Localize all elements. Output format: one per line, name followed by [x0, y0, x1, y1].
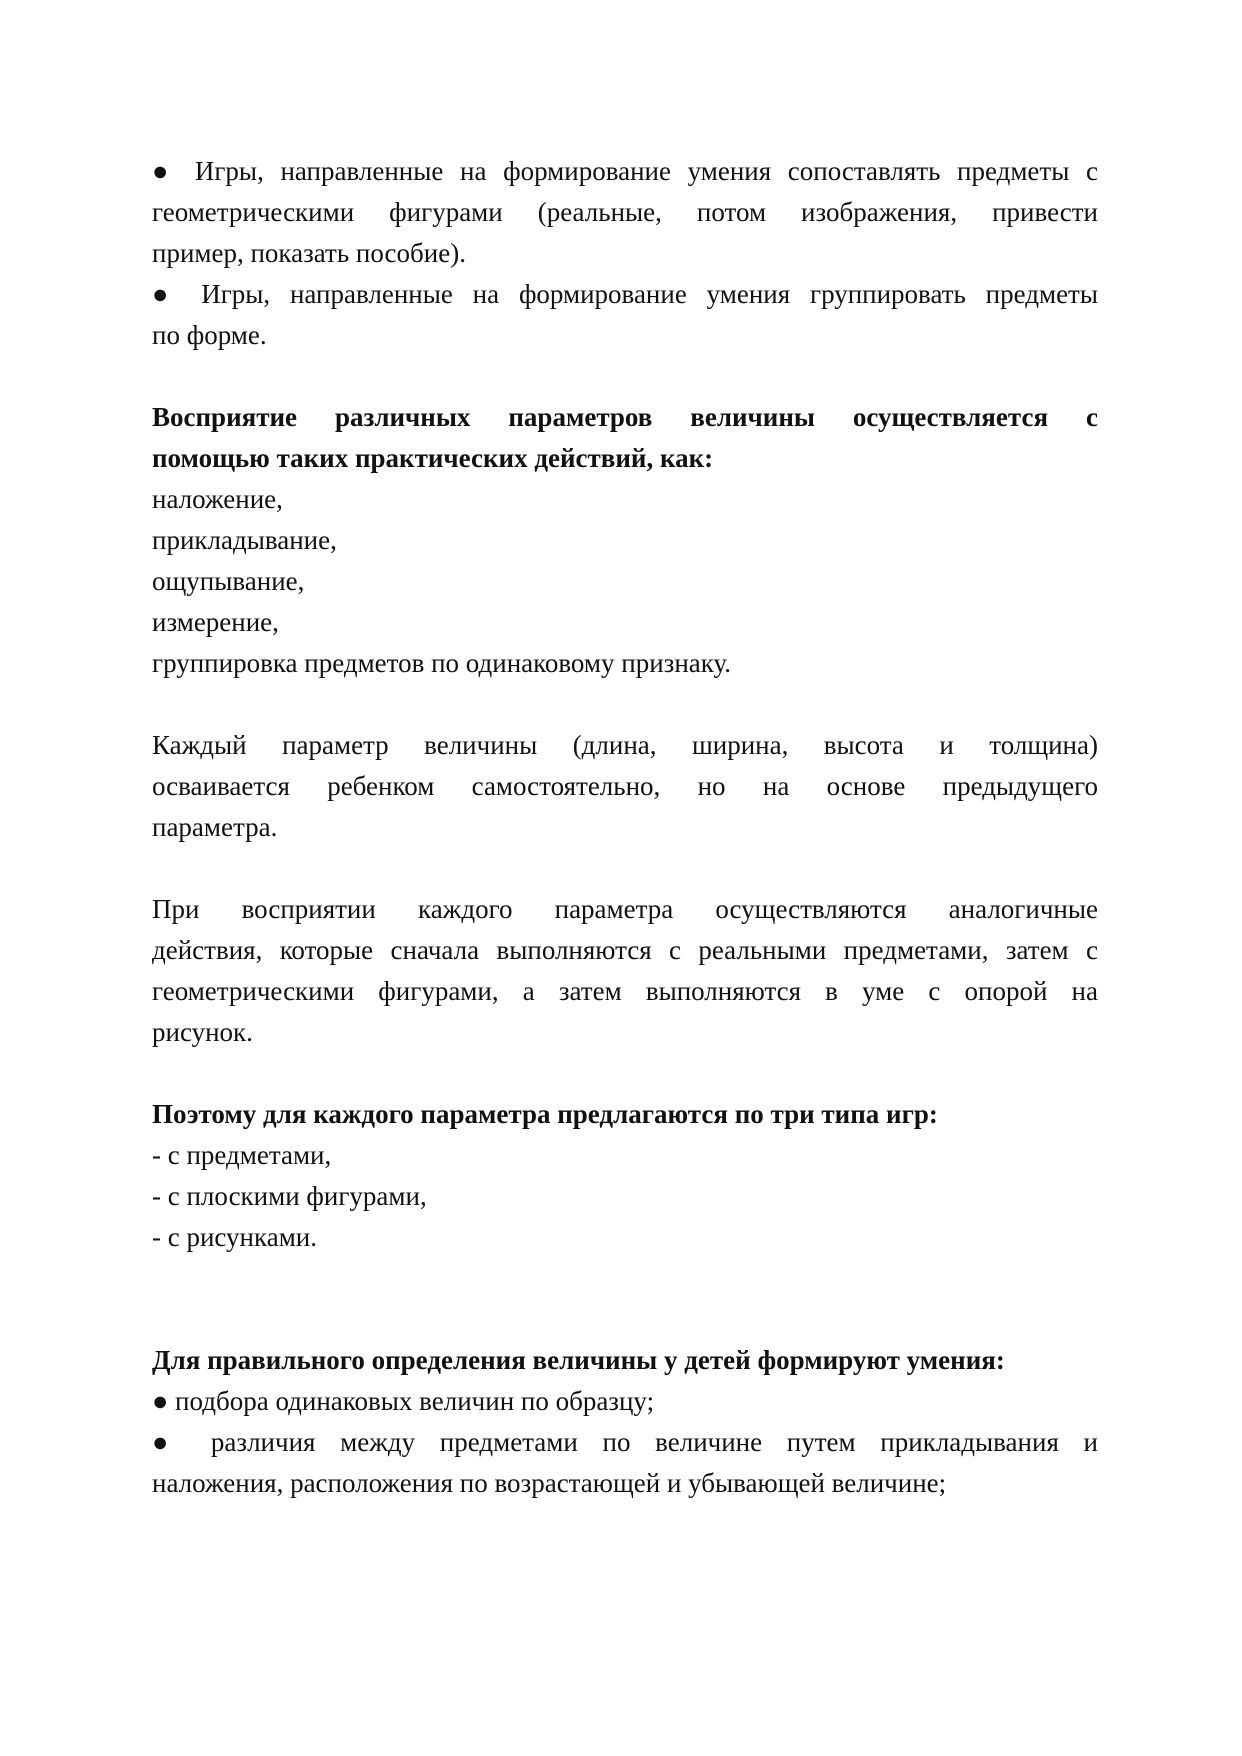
list-item: измерение, [152, 607, 279, 637]
list-actions [152, 479, 1098, 684]
bullet-games-compare [152, 151, 1098, 274]
list-item: - с рисунками. [152, 1222, 317, 1252]
text-line: пример, показать пособие). [152, 238, 466, 268]
text-line: ● подбора одинаковых величин по образцу; [152, 1386, 655, 1416]
blank-line [152, 848, 1098, 889]
text-line: действия, которые сначала выполняются с реальными предметами, затем с [152, 935, 1098, 965]
list-game-types [152, 1135, 1098, 1258]
text-line: геометрическими фигурами, а затем выполняются в уме с опорой на [152, 976, 1098, 1006]
text-line: Каждый параметр величины (длина, ширина, высота и толщина) [152, 730, 1098, 760]
list-item: прикладывание, [152, 525, 337, 555]
blank-line [152, 356, 1098, 397]
text-line: осваивается ребенком самостоятельно, но на основе предыдущего [152, 771, 1098, 801]
text-line: ● Игры, направленные на формирование умения группировать предметы [152, 279, 1098, 309]
text-line: помощью таких практических действий, как: [152, 443, 714, 473]
blank-line [152, 684, 1098, 725]
heading-perception [152, 397, 1098, 479]
list-item: группировка предметов по одинаковому признаку. [152, 648, 732, 678]
list-item: наложение, [152, 484, 283, 514]
paragraph-each-parameter [152, 725, 1098, 848]
bullet-games-group [152, 274, 1098, 356]
text-line: рисунок. [152, 1017, 253, 1047]
list-item: - с плоскими фигурами, [152, 1181, 427, 1211]
text-line: При восприятии каждого параметра осуществляются аналогичные [152, 894, 1098, 924]
heading-three-types [152, 1094, 1098, 1135]
text-line: ● Игры, направленные на формирование умения сопоставлять предметы с [152, 156, 1098, 186]
list-item: ощупывание, [152, 566, 305, 596]
bullet-selection [152, 1381, 1098, 1422]
bullet-difference [152, 1422, 1098, 1504]
text-line: параметра. [152, 812, 278, 842]
text-line: Поэтому для каждого параметра предлагаются по три типа игр: [152, 1099, 938, 1129]
paragraph-perception-actions [152, 889, 1098, 1053]
text-line: Для правильного определения величины у детей формируют умения: [152, 1345, 1005, 1375]
document-page [152, 151, 1098, 1504]
blank-line [152, 1258, 1098, 1299]
text-line: ● различия между предметами по величине путем прикладывания и [152, 1427, 1098, 1457]
blank-line [152, 1299, 1098, 1340]
list-item: - с предметами, [152, 1140, 332, 1170]
heading-skills [152, 1340, 1098, 1381]
text-line: по форме. [152, 320, 267, 350]
blank-line [152, 1053, 1098, 1094]
text-line: наложения, расположения по возрастающей и убывающей величине; [152, 1468, 947, 1498]
text-line: Восприятие различных параметров величины осуществляется с [152, 402, 1098, 432]
text-line: геометрическими фигурами (реальные, потом изображения, привести [152, 197, 1098, 227]
